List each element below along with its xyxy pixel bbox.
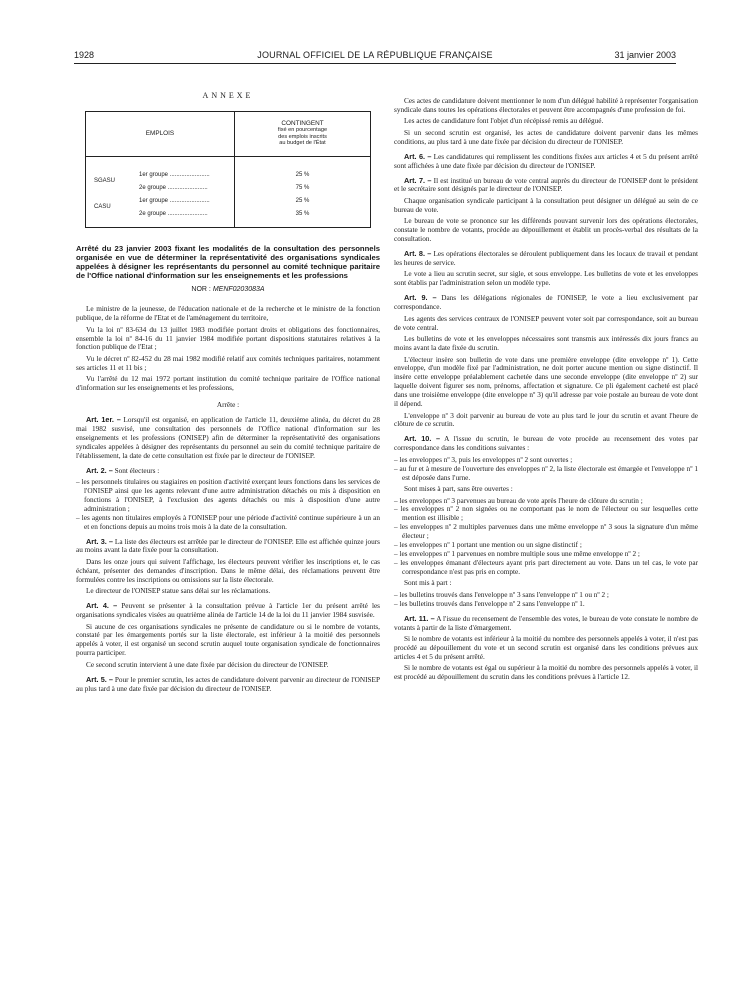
article-2-list [76,478,380,531]
article-9 [394,294,698,312]
paragraph: Les actes de candidature font l'objet d'un récépissé remis au délégué. [404,117,604,126]
paragraph: Chaque organisation syndicale participant à la consultation peut désigner un délégué au sein de ce bureau de vote. [394,196,698,214]
paragraph: Si le nombre de votants est égal ou supérieur à la moitié du nombre des personnels appelés à voter, il est procédé au dépouillement du scrutin dans les conditions prévues à l'article 12. [394,664,698,682]
annexe-heading: ANNEXE [202,91,254,100]
group-label: 1er groupe ........................ [139,171,210,178]
paragraph: Si aucune de ces organisations syndicales ne présente de candidature ou si le nombre de votants, constaté par les émargements portés sur la liste électorale, est inférieur à la moitié des personnels appelés à voter, il est organisé un second scrutin auquel toute organisation syndicale de fonctionnaires pourra participer. [76,622,380,658]
list-item: – les enveloppes émanant d'électeurs ayant pris part directement au vote. Dans un tel cas, le vote par correspondance n'est pas pris en compte. [394,558,698,576]
article-text: A l'issue du recensement de l'ensemble des votes, le bureau de vote constate le nombre de votants à partir de la liste d'émargement. [394,614,698,632]
preamble-paragraph: Vu la loi nº 83-634 du 13 juillet 1983 modifiée portant droits et obligations des fonctionnaires, ensemble la loi nº 84-16 du 11 janvier 1984 modifiée portant dispositions statutaires relatives à la fonction publique de l'Etat ; [76,325,380,352]
spacer [94,191,139,204]
table-group-column [139,156,235,227]
article-text: Peuvent se présenter à la consultation prévue à l'article 1er du présent arrêté les organisations syndicales visées au quatrième alinéa de l'article 14 de la loi du 11 janvier 1984 susvisée. [76,602,380,620]
group-label: 2e groupe ........................ [139,184,208,191]
category-sgasu: SGASU [94,178,116,185]
contingent-header-line: fixé en pourcentage [277,127,328,134]
article-11 [394,615,698,633]
list-item: – les personnels titulaires ou stagiaires en position d'activité exerçant leurs fonctions dans les services de l'ONISEP ainsi que les agents relevant d'une autre administration détachés ou mis à disposition en fonctions à l'ONISEP, à l'exclusion des agents détachés ou mis à disposition d'une autre administration ; [76,478,380,513]
list-item: – les enveloppes nº 2 multiples parvenues dans une même enveloppe nº 3 sous la signature d'un même électeur ; [394,523,698,541]
paragraph: Si un second scrutin est organisé, les actes de candidature doivent parvenir dans les mêmes conditions, au plus tard à une date fixée par décision du directeur de l'ONISEP. [394,128,698,146]
list-item: – les enveloppes nº 1 parvenues en nombre multiple sous une même enveloppe nº 2 ; [394,550,640,558]
journal-title: JOURNAL OFFICIEL DE LA RÉPUBLIQUE FRANÇAISE [257,50,493,60]
percent-value: 25 % [295,171,310,178]
group-label: 2e groupe ........................ [139,210,208,217]
header-rule [74,63,676,64]
percent-value: 35 % [295,210,310,217]
article-3 [76,538,380,556]
article-label: Art. 4. – [86,601,118,611]
right-column [394,97,698,685]
article-text: La liste des électeurs est arrêtée par le directeur de l'ONISEP. Elle est affichée quinze jours au moins avant la date fixée pour la consultation. [76,537,381,555]
paragraph: Ce second scrutin intervient à une date fixée par décision du directeur de l'ONISEP. [86,660,329,669]
table-category-column [86,156,140,227]
list-item: – les bulletins trouvés dans l'enveloppe nº 3 sans l'enveloppe nº 1 ou nº 2 ; [394,590,609,599]
article-label: Art. 1er. – [86,415,121,425]
percent-value: 25 % [295,197,310,204]
article-text: A l'issue du scrutin, le bureau de vote procède au recensement des votes par correspondance dans les conditions suivantes : [394,435,698,453]
list-item: – les enveloppes nº 1 portant une mention ou un signe distinctif ; [394,541,582,550]
article-10-list-2 [394,497,698,577]
article-label: Art. 10. – [404,434,441,444]
article-10-list-3 [394,591,698,609]
article-label: Art. 8. – [404,249,432,259]
article-10 [394,435,698,453]
left-column [76,92,380,696]
paragraph: Ces actes de candidature doivent mentionner le nom d'un délégué habilité à représenter l'organisation syndicale dans toutes les opérations électorales et peuvent être accompagnés d'une profession de foi. [394,97,698,114]
article-text: Sont électeurs : [114,466,160,475]
paragraph: Dans les onze jours qui suivent l'affichage, les électeurs peuvent vérifier les inscriptions et, le cas échéant, présenter des demandes d'inscription. Dans le même délai, des réclamations peuvent être formulées contre les inscriptions ou omissions sur la liste électorale. [76,557,380,584]
preamble-paragraph: Le ministre de la jeunesse, de l'éducation nationale et de la recherche et le ministre de la fonction publique, de la réforme de l'Etat et de l'aménagement du territoire, [76,305,380,323]
page-number: 1928 [74,50,95,60]
nor-code: MENF0203083A [212,286,265,294]
issue-date: 31 janvier 2003 [614,50,676,60]
table-header-contingent [235,111,371,156]
contingent-header-line: des emplois inscrits [278,133,327,140]
article-10-list [394,456,698,483]
paragraph: Si le nombre de votants est inférieur à la moitié du nombre des personnels appelés à voter, il n'est pas procédé au dépouillement du vote et un second scrutin est organisé dans les conditions prévues aux articles 4 et 5 du présent arrêté. [394,635,698,661]
table-percent-column [235,156,371,227]
article-text: Lorsqu'il est organisé, en application de l'article 11, deuxième alinéa, du décret du 28 mai 1982 susvisé, une consultation des personnels de l'Office national d'information sur les enseignements et les professions (ONISEP) afin de déterminer la représentativité des organisations syndicales appelées à désigner des représentants du personnel au sein du comité technique paritaire de l'établissement, la date de cette consultation est fixée par le directeur de l'ONISEP. [76,416,381,460]
paragraph: Le directeur de l'ONISEP statue sans délai sur les réclamations. [86,587,271,596]
paragraph: Sont mis à part : [404,579,452,588]
arrete-heading: Arrête : [216,401,240,410]
paragraph: L'enveloppe nº 3 doit parvenir au bureau de vote au plus tard le jour du scrutin et avant l'heure de clôture de ce scrutin. [394,411,698,429]
list-item: – les enveloppes nº 3 parvenues au bureau de vote après l'heure de clôture du scrutin ; [394,496,643,505]
list-item: – au fur et à mesure de l'ouverture des enveloppes nº 2, la liste électorale est émargée et l'enveloppe nº 1 est déposée dans l'urne. [394,464,698,482]
paragraph: Sont mises à part, sans être ouvertes : [404,485,513,494]
article-6 [394,153,698,171]
percent-value: 75 % [295,184,310,191]
article-7 [394,177,698,195]
article-2 [76,467,380,476]
paragraph: L'électeur insère son bulletin de vote dans une première enveloppe (dite enveloppe nº 1). Cette enveloppe, d'un modèle fixé par l'administration, ne doit porter aucune mention ou signe distinctif. Il insère cette enveloppe préalablement cachetée dans une seconde enveloppe (dite enveloppe nº 2) sur laquelle doivent figurer ses nom, prénoms, affectation et signature. Ce pli également cacheté est placé dans une troisième enveloppe (dite enveloppe nº 3) qu'il adresse par voie postale au bureau de vote dont il dépend. [394,355,698,409]
category-casu: CASU [94,204,111,211]
list-item: – les agents non titulaires employés à l'ONISEP pour une période d'activité continue supérieure à un an et en fonctions depuis au moins trois mois à la date de la consultation. [76,513,380,531]
nor-reference [76,286,380,295]
article-5 [76,676,380,694]
nor-label: NOR : [191,286,211,294]
table-header-emplois: EMPLOIS [86,111,235,156]
article-label: Art. 7. – [404,175,432,185]
article-label: Art. 5. – [86,674,113,684]
article-label: Art. 3. – [86,536,113,546]
article-label: Art. 2. – [86,465,113,475]
group-label: 1er groupe ........................ [139,197,210,204]
list-item: – les enveloppes nº 3, puis les enveloppes nº 2 sont ouvertes ; [394,455,573,464]
paragraph: Les agents des services centraux de l'ONISEP peuvent voter soit par correspondance, soit au bureau de vote central. [394,314,698,332]
list-item: – les bulletins trouvés dans l'enveloppe nº 2 sans l'enveloppe nº 1. [394,599,585,608]
article-label: Art. 6. – [404,151,432,161]
contingent-header-line1: CONTINGENT [281,119,324,127]
article-text: Il est institué un bureau de vote central auprès du directeur de l'ONISEP dont le président et le secrétaire sont désignés par le directeur de l'ONISEP. [394,176,698,194]
article-4 [76,602,380,620]
article-1 [76,416,380,461]
article-text: Dans les délégations régionales de l'ONISEP, le vote a lieu exclusivement par correspondance. [394,294,698,312]
contingent-header-line: au budget de l'État [279,140,326,147]
contingent-table [85,111,371,228]
paragraph: Le vote a lieu au scrutin secret, sur sigle, et sous enveloppe. Les bulletins de vote et les enveloppes sont établis par l'administration selon un modèle type. [394,270,698,288]
decree-title: Arrêté du 23 janvier 2003 fixant les modalités de la consultation des personnels organisée en vue de déterminer la représentativité des organisations syndicales appelées à désigner les représentants du personnel au comité technique paritaire de l'Office national d'information sur les enseignements et les professions [76,243,380,281]
paragraph: Le bureau de vote se prononce sur les différends pouvant survenir lors des opérations électorales, constate le nombre de votants, procède au dépouillement et établit un procès-verbal des résultats de la consultation. [394,217,698,244]
article-label: Art. 11. – [404,613,435,623]
paragraph: Les bulletins de vote et les enveloppes nécessaires sont transmis aux intéressés dix jours francs au moins avant la date fixée du scrutin. [394,335,698,352]
preamble-paragraph: Vu le décret nº 82-452 du 28 mai 1982 modifié relatif aux comités techniques paritaires, notamment ses articles 11 et 11 bis ; [76,354,380,372]
preamble-paragraph: Vu l'arrêté du 12 mai 1972 portant institution du comité technique paritaire de l'Office national d'information sur les enseignements et les professions, [76,375,380,393]
article-text: Pour le premier scrutin, les actes de candidature doivent parvenir au directeur de l'ONISEP au plus tard à une date fixée par décision du directeur de l'ONISEP. [76,675,381,693]
article-text: Les candidatures qui remplissent les conditions fixées aux articles 4 et 5 du présent arrêté sont affichées à une date fixée par décision du directeur de l'ONISEP. [394,152,698,170]
article-8 [394,250,698,268]
page-header [74,50,676,64]
article-text: Les opérations électorales se déroulent publiquement dans les locaux de travail et pendant les heures de service. [394,250,699,267]
contingent-header-rest [237,127,368,147]
list-item: – les enveloppes nº 2 non signées ou ne comportant pas le nom de l'électeur ou sur lesquelles cette mention est illisible ; [394,505,698,523]
article-label: Art. 9. – [404,293,437,303]
